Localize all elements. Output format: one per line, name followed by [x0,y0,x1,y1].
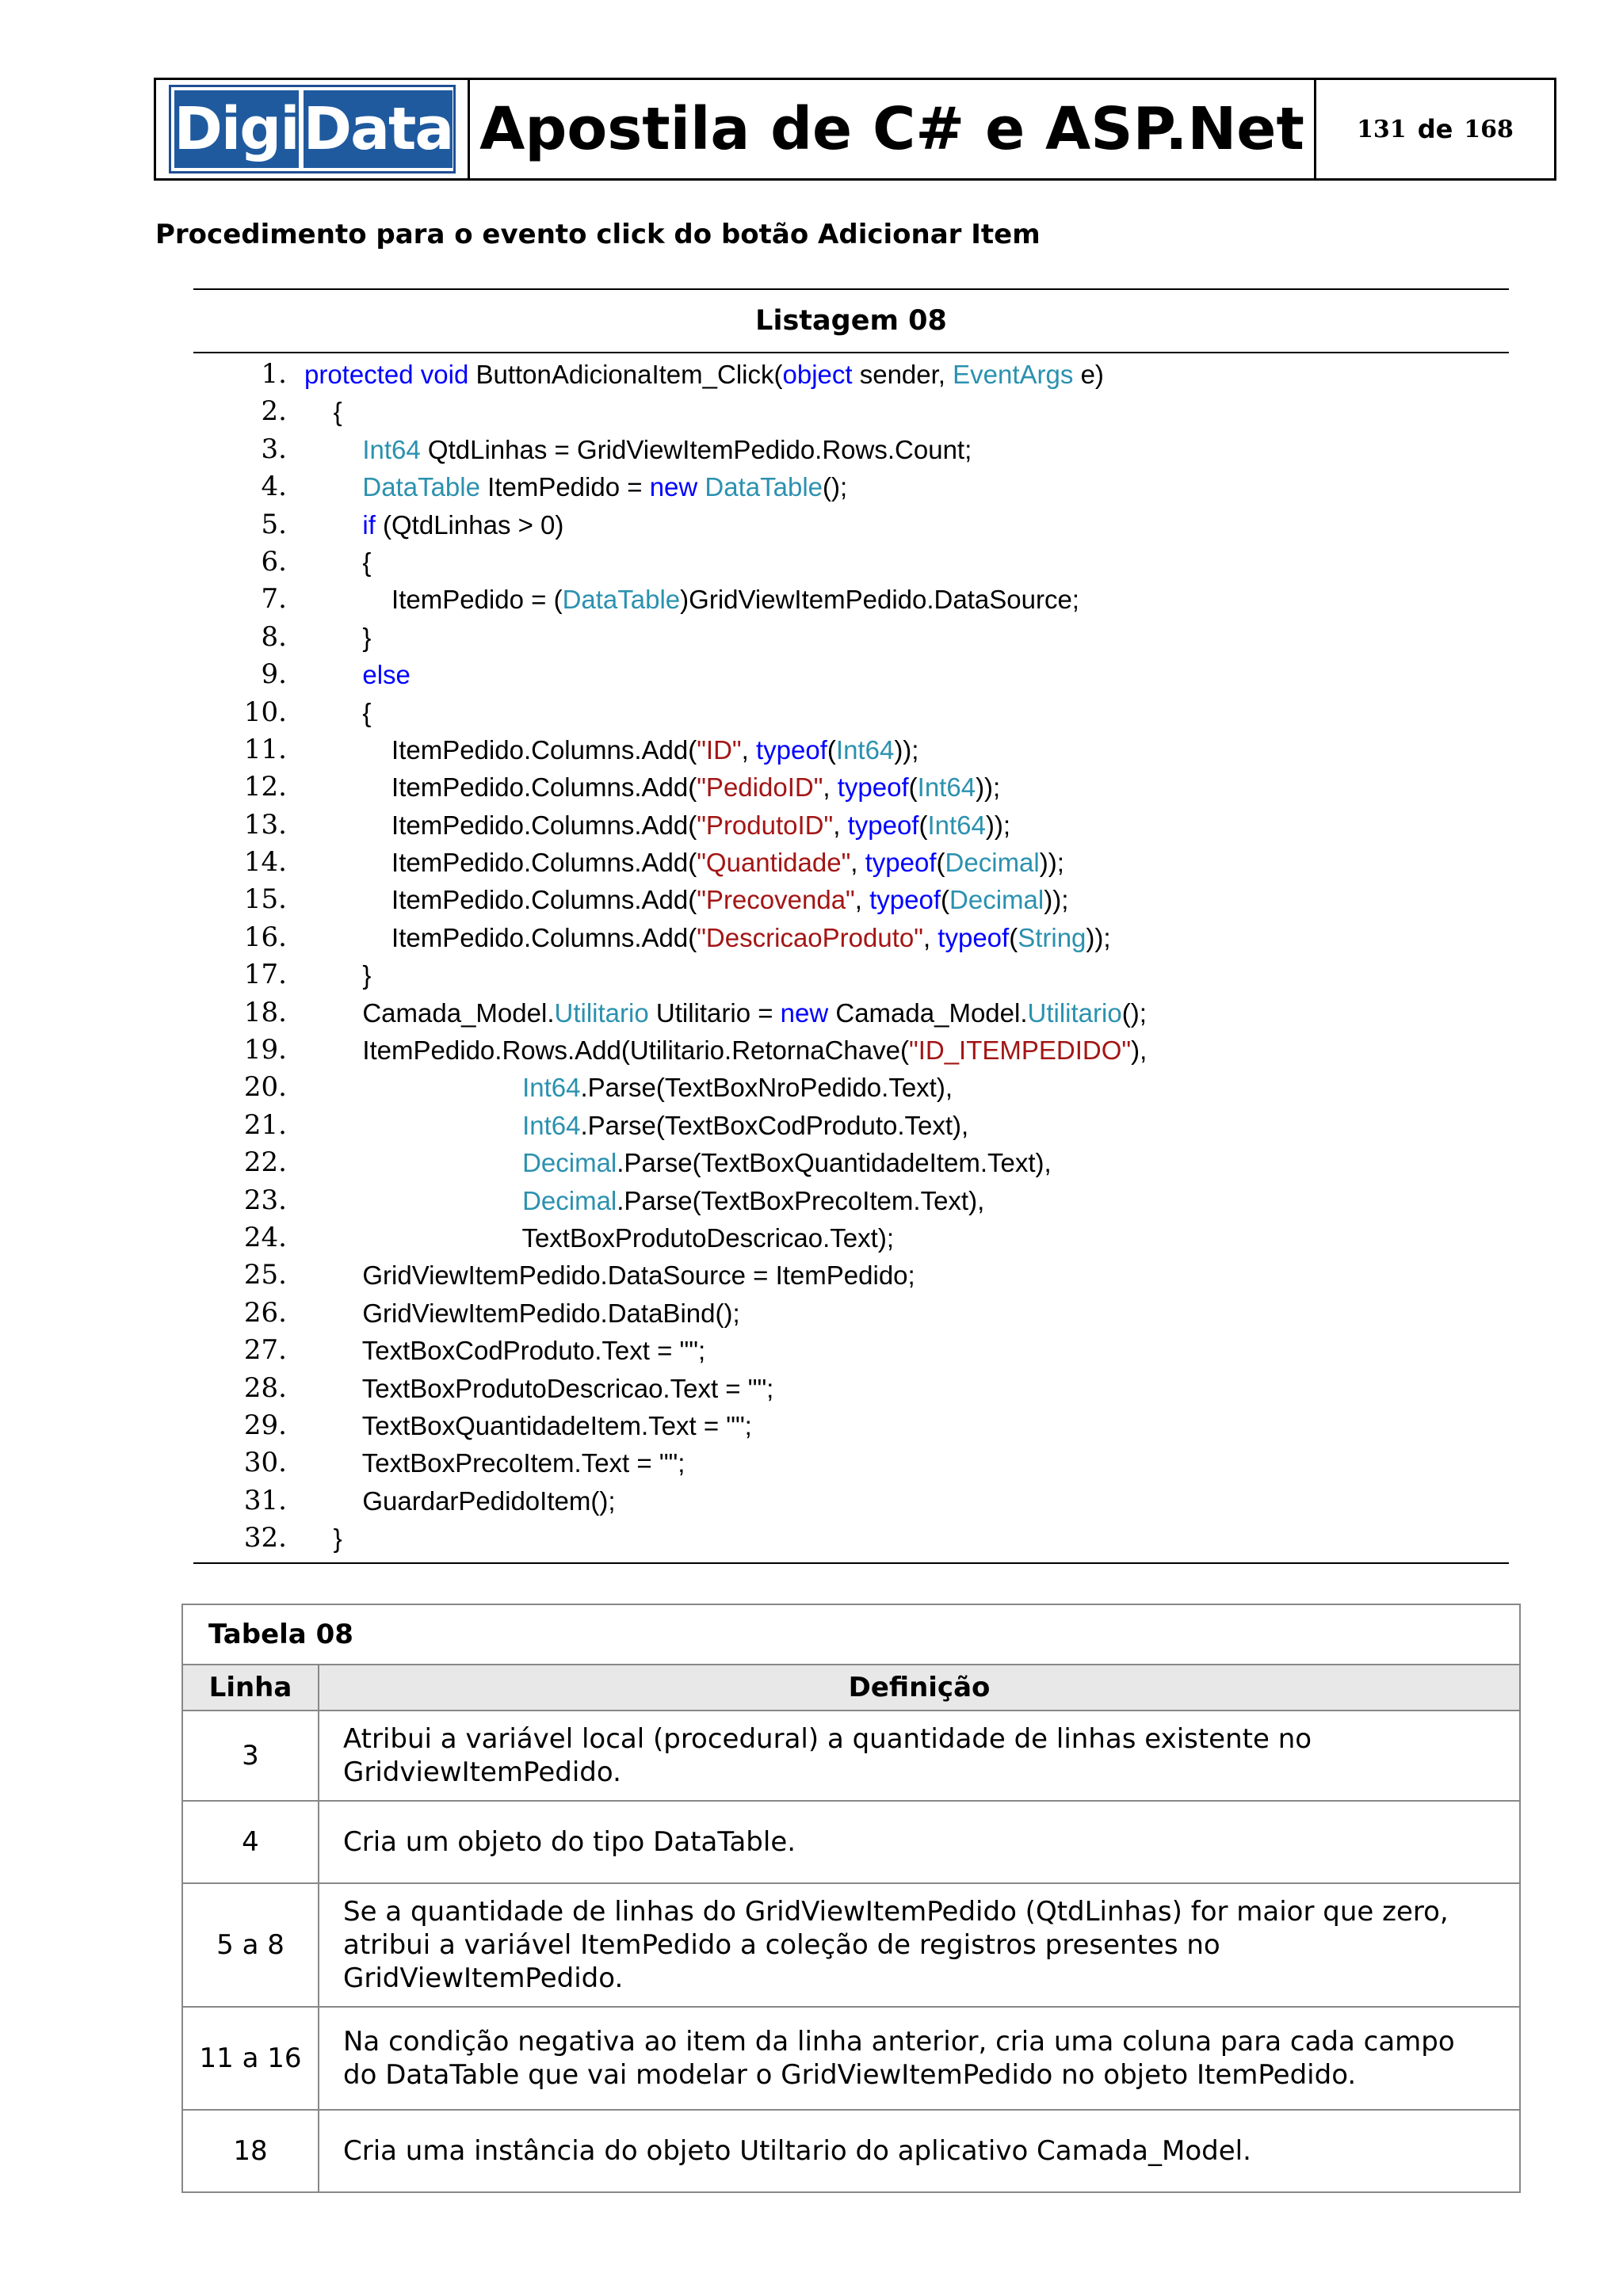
code-token: (); [1121,997,1147,1028]
code-token: TextBoxProdutoDescricao.Text = ""; [304,1373,774,1403]
line-number: 9. [261,658,287,691]
code-line [193,1482,1509,1520]
code-text [304,1032,1147,1069]
line-number: 25. [243,1259,287,1291]
code-token: { [304,397,342,427]
code-token: , [833,810,848,840]
code-token: ItemPedido.Columns.Add( [304,734,697,765]
table-row [182,2007,1520,2110]
line-number: 32. [243,1522,287,1554]
logo-cell [156,80,470,178]
code-token [304,1148,522,1177]
code-token: String [1018,922,1086,952]
page-header [154,78,1556,181]
code-token: Int64 [917,772,976,803]
line-number: 4. [261,471,287,503]
line-number: 1. [261,358,287,390]
code-token: .Parse(TextBoxQuantidadeItem.Text), [617,1148,1052,1178]
code-token [304,1186,522,1215]
page-number [1316,80,1554,178]
code-text [304,468,847,505]
code-text [304,506,563,543]
line-number: 6. [261,545,287,578]
code-line [193,1219,1509,1257]
code-token: ItemPedido.Columns.Add( [304,885,697,915]
code-token: ItemPedido.Columns.Add( [304,772,697,803]
line-number: 24. [243,1221,287,1253]
code-token: Camada_Model. [828,997,1028,1028]
code-token: , [741,734,756,765]
code-token: ( [827,734,836,765]
row-definition: Cria um objeto do tipo DataTable. [319,1801,1520,1883]
code-token: QtdLinhas = GridViewItemPedido.Rows.Count; [420,434,972,464]
page-total: 168 [1464,115,1514,143]
code-text [304,994,1147,1032]
document-title: Apostila de C# e ASP.Net [470,80,1316,178]
code-token: "PedidoID" [697,772,823,803]
code-token: (); [823,472,848,502]
code-token: .Parse(TextBoxPrecoItem.Text), [617,1185,985,1215]
table-header-row [182,1665,1520,1711]
line-number: 5. [261,508,287,540]
code-line [193,1444,1509,1482]
code-token: "Precovenda" [697,885,855,915]
line-number: 18. [243,996,287,1028]
code-token: )GridViewItemPedido.DataSource; [680,585,1079,615]
code-token: )); [985,810,1011,840]
digidata-logo [169,85,456,174]
code-line [193,656,1509,693]
code-text [304,1144,1052,1181]
code-token: object [782,360,853,389]
column-header-line: Linha [182,1665,319,1711]
line-number: 17. [243,959,287,991]
code-token: } [304,622,372,652]
line-number: 31. [243,1484,287,1516]
code-line [193,1295,1509,1332]
code-line [193,356,1509,393]
code-token [304,1111,522,1140]
code-text [304,807,1010,844]
line-number: 16. [243,921,287,953]
code-token: Decimal [949,885,1044,915]
listing-title: Listagem 08 [193,290,1509,353]
code-token: typeof [869,885,941,915]
table-row [182,1711,1520,1801]
code-text [304,1219,894,1257]
code-token: )); [976,772,1001,803]
code-token [304,472,362,502]
code-token: , [850,848,865,878]
code-line [193,1257,1509,1294]
code-token: , [922,922,938,952]
code-token: EventArgs [953,360,1074,389]
code-text [304,393,342,430]
code-line [193,581,1509,618]
code-token: "ProdutoID" [697,810,834,840]
line-number: 26. [243,1296,287,1329]
code-line [193,807,1509,844]
code-text [304,881,1068,918]
code-text [304,844,1064,881]
code-line [193,1370,1509,1407]
line-number: 12. [243,771,287,803]
code-listing [193,288,1509,1564]
code-line [193,956,1509,994]
page-of: de [1417,114,1453,144]
code-token [304,510,362,540]
code-token: new [780,997,829,1028]
code-text [304,1482,616,1520]
code-token: Utilitario [554,997,649,1028]
code-line [193,1407,1509,1444]
code-line [193,393,1509,430]
code-token: ItemPedido.Columns.Add( [304,810,697,840]
code-token [414,360,421,389]
code-token: typeof [938,922,1010,952]
row-definition: Se a quantidade de linhas do GridViewItemPedido (QtdLinhas) for maior que zero, atribui a variável ItemPedido a coleção de registros presentes no GridViewItemPedido. [319,1883,1520,2007]
logo-digi: Digi [174,90,299,168]
code-token: Int64 [522,1073,581,1103]
code-text [304,1182,984,1219]
code-line [193,881,1509,918]
code-token: )); [1044,885,1069,915]
line-number: 28. [243,1371,287,1404]
code-line [193,731,1509,769]
section-heading: Procedimento para o evento click do botão Adicionar Item [155,219,1041,250]
code-token: ItemPedido.Columns.Add( [304,848,697,878]
code-token: typeof [865,848,937,878]
code-token: Int64 [835,734,895,765]
code-token: (QtdLinhas > 0) [375,509,564,540]
code-token: TextBoxCodProduto.Text = ""; [304,1336,706,1366]
code-token: { [304,547,372,577]
code-token: ( [1009,922,1018,952]
table-row [182,2110,1520,2192]
code-line [193,1182,1509,1219]
code-text [304,1107,968,1144]
code-line [193,468,1509,505]
code-text [304,956,371,994]
code-line [193,506,1509,543]
code-text [304,731,918,769]
code-text [304,356,1104,393]
line-number: 3. [261,433,287,465]
row-line: 11 a 16 [182,2007,319,2110]
code-line [193,1069,1509,1106]
code-text [304,1444,685,1482]
code-token: .Parse(TextBoxNroPedido.Text), [580,1073,953,1103]
code-token: "DescricaoProduto" [697,922,923,952]
code-token: GuardarPedidoItem(); [304,1486,616,1516]
definition-table [181,1604,1521,2193]
code-line [193,1144,1509,1181]
code-token: Camada_Model. [304,997,555,1028]
code-token [304,1073,522,1102]
line-number: 30. [243,1447,287,1479]
code-line [193,1032,1509,1069]
code-token: TextBoxPrecoItem.Text = ""; [304,1448,685,1478]
column-header-definition: Definição [319,1665,1520,1711]
code-token: )); [1086,922,1111,952]
code-text [304,1069,953,1106]
code-line [193,619,1509,656]
row-definition: Na condição negativa ao item da linha anterior, cria uma coluna para cada campo do DataTable que vai modelar o GridViewItemPedido no objeto ItemPedido. [319,2007,1520,2110]
code-token: void [420,360,469,389]
code-line [193,1332,1509,1369]
code-line [193,844,1509,881]
code-lines [193,353,1509,1562]
code-token: Decimal [522,1185,617,1215]
row-line: 3 [182,1711,319,1801]
line-number: 14. [243,846,287,879]
code-token: , [854,885,870,915]
code-token: GridViewItemPedido.DataBind(); [304,1298,740,1328]
code-token: Decimal [945,848,1040,878]
code-text [304,543,371,581]
code-token: ( [941,885,950,915]
code-token: ItemPedido = ( [304,585,563,615]
row-line: 18 [182,2110,319,2192]
code-text [304,581,1079,618]
code-token: sender, [852,360,953,389]
code-text [304,619,371,656]
code-token: ), [1131,1035,1148,1066]
code-token [304,660,362,689]
code-token: Utilitario = [648,997,781,1028]
line-number: 27. [243,1334,287,1367]
code-token: ( [918,810,928,840]
code-line [193,694,1509,731]
code-line [193,1107,1509,1144]
code-text [304,1295,740,1332]
row-definition: Cria uma instância do objeto Utiltario do aplicativo Camada_Model. [319,2110,1520,2192]
line-number: 8. [261,620,287,653]
code-token: )); [1039,848,1064,878]
code-token: protected [304,360,414,389]
code-text [304,1520,342,1557]
line-number: 23. [243,1184,287,1216]
code-text [304,431,972,468]
code-token: "ID" [697,734,742,765]
line-number: 19. [243,1034,287,1066]
code-token: ( [908,772,918,803]
code-text [304,694,371,731]
line-number: 22. [243,1146,287,1179]
code-token: typeof [837,772,909,803]
code-token: Utilitario [1027,997,1122,1028]
row-line: 5 a 8 [182,1883,319,2007]
code-token: typeof [847,810,919,840]
code-text [304,1407,752,1444]
code-token: Int64 [522,1110,581,1140]
line-number: 11. [243,733,287,765]
code-token: ButtonAdicionaItem_Click( [468,360,783,389]
code-line [193,1520,1509,1557]
table-row [182,1801,1520,1883]
code-token: TextBoxProdutoDescricao.Text); [304,1222,894,1253]
code-text [304,1332,705,1369]
code-token: } [304,1524,342,1554]
code-token: Int64 [927,810,986,840]
code-token: Int64 [362,434,421,464]
code-token: DataTable [562,585,681,615]
line-number: 29. [243,1409,287,1441]
code-token: .Parse(TextBoxCodProduto.Text), [580,1110,969,1140]
code-text [304,769,1000,806]
code-line [193,769,1509,806]
code-token: , [823,772,838,803]
code-token: new [649,472,698,502]
code-token: ( [936,848,945,878]
code-token: DataTable [362,472,480,502]
table-caption-row [182,1604,1520,1665]
code-token: GridViewItemPedido.DataSource = ItemPedido; [304,1261,915,1291]
table-row [182,1883,1520,2007]
code-token: ItemPedido.Rows.Add(Utilitario.RetornaChave( [304,1035,909,1066]
line-number: 21. [243,1108,287,1141]
line-number: 10. [243,696,287,728]
line-number: 13. [243,808,287,841]
code-text [304,1370,773,1407]
code-text [304,919,1111,956]
line-number: 20. [243,1071,287,1104]
code-token: { [304,697,372,727]
code-token [304,435,362,464]
code-token: ItemPedido = [479,472,650,502]
code-token: e) [1073,360,1104,389]
code-token: DataTable [705,472,823,502]
code-line [193,431,1509,468]
code-token: if [362,509,376,540]
code-text [304,656,411,693]
code-token: } [304,960,372,990]
code-token: "Quantidade" [697,848,851,878]
line-number: 2. [261,395,287,428]
line-number: 15. [243,883,287,916]
code-line [193,543,1509,581]
code-token: )); [894,734,919,765]
code-token: else [362,660,411,690]
code-line [193,919,1509,956]
code-token: TextBoxQuantidadeItem.Text = ""; [304,1410,752,1440]
page-current: 131 [1357,115,1407,143]
code-text [304,1257,915,1294]
code-token: typeof [756,734,827,765]
code-token: ItemPedido.Columns.Add( [304,922,697,952]
logo-data: Data [304,90,453,168]
row-definition: Atribui a variável local (procedural) a quantidade de linhas existente no GridviewItemPedido. [319,1711,1520,1801]
table-caption: Tabela 08 [182,1604,1520,1665]
row-line: 4 [182,1801,319,1883]
code-token: "ID_ITEMPEDIDO" [908,1035,1132,1066]
line-number: 7. [261,583,287,616]
code-line [193,994,1509,1032]
code-token: Decimal [522,1148,617,1178]
